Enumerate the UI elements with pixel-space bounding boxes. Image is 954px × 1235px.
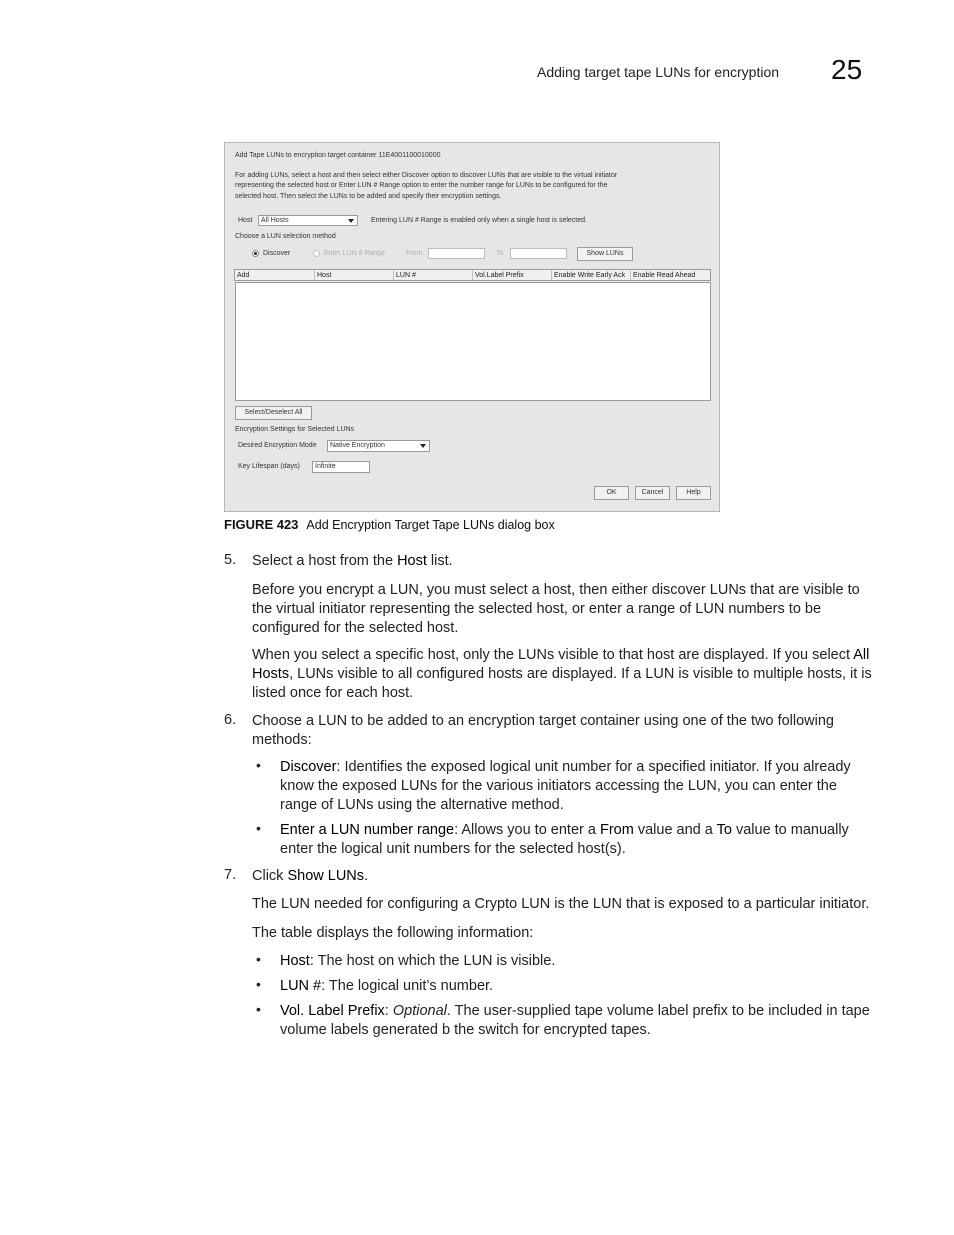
lun-table-header [234, 269, 711, 281]
encryption-settings-label: Encryption Settings for Selected LUNs [235, 426, 355, 433]
dialog-instructions-line-2: representing the selected host or Enter LUN # Range option to enter the number range for LUNs to be configured for the [235, 182, 608, 189]
column-add[interactable]: Add [235, 270, 315, 280]
step-5-post: list. [426, 553, 453, 569]
figure-title: Add Encryption Target Tape LUNs dialog box [306, 518, 555, 532]
bullet: • [256, 757, 261, 773]
cancel-button[interactable]: Cancel [635, 486, 670, 500]
key-lifespan-value: Infinite [315, 463, 336, 470]
host-label: Host [238, 217, 253, 224]
bullet: • [256, 1001, 261, 1017]
range-text-1: : Allows you to enter a [454, 822, 600, 838]
dialog-instructions-line-1: For adding LUNs, select a host and then select either Discover option to discover LUNs that are visible to the virtual initiator [235, 172, 618, 179]
step-7-paragraph-2: The table displays the following information: [252, 925, 534, 941]
step-number-7: 7. [224, 867, 237, 883]
bullet-host [280, 952, 874, 971]
key-lifespan-label: Key Lifespan (days) [238, 463, 300, 470]
host-dropdown-value: All Hosts [261, 217, 289, 224]
chevron-down-icon [420, 444, 426, 448]
step-6-text: Choose a LUN to be added to an encryption target container using one of the two following methods: [252, 713, 834, 748]
show-luns-ui-ref: Show LUNs [287, 868, 365, 884]
optional-emphasis: Optional [392, 1003, 447, 1019]
from-ui-ref: From [599, 822, 634, 838]
step-7-post: . [364, 868, 369, 884]
running-header-title: Adding target tape LUNs for encryption [537, 64, 780, 80]
encryption-mode-value: Native Encryption [330, 442, 385, 449]
host-dropdown[interactable] [258, 215, 358, 226]
step-7-text [252, 867, 874, 886]
bullet: • [256, 951, 261, 967]
host-ui-ref: Host [397, 553, 427, 569]
enter-range-radio-label: Enter LUN # Range [324, 250, 386, 257]
range-text-2: value and a [633, 822, 717, 838]
chapter-number: 25 [831, 54, 863, 85]
p5b-pre: When you select a specific host, only the LUNs visible to that host are displayed. If you select [252, 647, 854, 663]
vol-label-text: . The user-supplied tape volume label prefix to be included in tape volume labels generated b the switch for encrypted tapes. [280, 1003, 870, 1038]
bullet-vol-label [280, 1002, 874, 1040]
bullet: • [256, 820, 261, 836]
step-5-text [252, 552, 874, 571]
discover-ui-ref: Discover [280, 759, 337, 775]
step-number-6: 6. [224, 712, 237, 728]
step-5-paragraph-2 [252, 646, 874, 702]
column-write-early-ack[interactable]: Enable Write Early Ack [552, 270, 631, 280]
ok-button[interactable]: OK [594, 486, 629, 500]
lun-method-label: Choose a LUN selection method [235, 233, 336, 240]
help-button[interactable]: Help [676, 486, 711, 500]
bullet-lun [280, 977, 874, 996]
enter-range-ui-ref: Enter a LUN number range [280, 822, 455, 838]
show-luns-button[interactable]: Show LUNs [577, 247, 633, 261]
column-read-ahead[interactable]: Enable Read Ahead [633, 272, 696, 279]
host-note: Entering LUN # Range is enabled only when a single host is selected. [371, 217, 587, 224]
key-lifespan-input[interactable] [312, 461, 370, 473]
host-col-ui-ref: Host [280, 953, 310, 969]
lun-col-text: : The logical unit’s number. [321, 978, 494, 994]
step-7-pre: Click [252, 868, 288, 884]
step-number-5: 5. [224, 552, 237, 568]
discover-text: : Identifies the exposed logical unit number for a specified initiator. If you already know the exposed LUNs for the various initiators accessing the LUN, you can enter the range of LUNs using the alternative method. [280, 759, 851, 813]
host-col-text: : The host on which the LUN is visible. [309, 953, 556, 969]
step-7-paragraph-1: The LUN needed for configuring a Crypto LUN is the LUN that is exposed to a particular initiator. [252, 896, 870, 912]
range-text-3: value to manually enter the logical unit numbers for the selected host(s). [280, 822, 849, 857]
vol-label-ui-ref: Vol. Label Prefix [280, 1003, 385, 1019]
bullet-enter-range [280, 821, 874, 859]
from-label: From [406, 250, 423, 257]
column-vol-label-prefix[interactable]: Vol.Label Prefix [473, 270, 552, 280]
to-ui-ref: To [716, 822, 732, 838]
figure-label: FIGURE 423 [224, 517, 299, 532]
bullet: • [256, 976, 261, 992]
chevron-down-icon [348, 219, 354, 223]
add-tape-luns-dialog [224, 142, 720, 512]
to-label: To [496, 250, 504, 257]
column-lun-number[interactable]: LUN # [394, 270, 473, 280]
to-input[interactable] [510, 248, 567, 259]
discover-radio-label: Discover [263, 250, 291, 257]
all-hosts-ui-ref: All Hosts [252, 647, 870, 682]
encryption-mode-dropdown[interactable] [327, 440, 430, 452]
figure-caption [224, 517, 555, 532]
lun-col-ui-ref: LUN # [280, 978, 322, 994]
discover-radio[interactable] [252, 250, 259, 257]
column-host[interactable]: Host [315, 270, 394, 280]
select-deselect-all-button[interactable]: Select/Deselect All [235, 406, 312, 420]
bullet-discover [280, 758, 874, 814]
lun-table-body[interactable] [235, 282, 711, 401]
vol-label-sep: : [384, 1003, 393, 1019]
dialog-instructions-line-3: selected host. Then select the LUNs to be added and specify their encryption settings. [235, 193, 502, 200]
dialog-title-line: Add Tape LUNs to encryption target container 11E4001100010000 [235, 152, 441, 159]
enter-range-radio[interactable] [313, 250, 320, 257]
from-input[interactable] [428, 248, 485, 259]
step-5-paragraph-1: Before you encrypt a LUN, you must select a host, then either discover LUNs that are visible to the virtual initiator representing the selected host, or enter a range of LUN numbers to be configured for the selected host. [252, 582, 860, 636]
step-5-pre: Select a host from the [252, 553, 398, 569]
p5b-post: , LUNs visible to all configured hosts are displayed. If a LUN is visible to multiple hosts, it is listed once for each host. [252, 665, 872, 701]
encryption-mode-label: Desired Encryption Mode [238, 442, 317, 449]
